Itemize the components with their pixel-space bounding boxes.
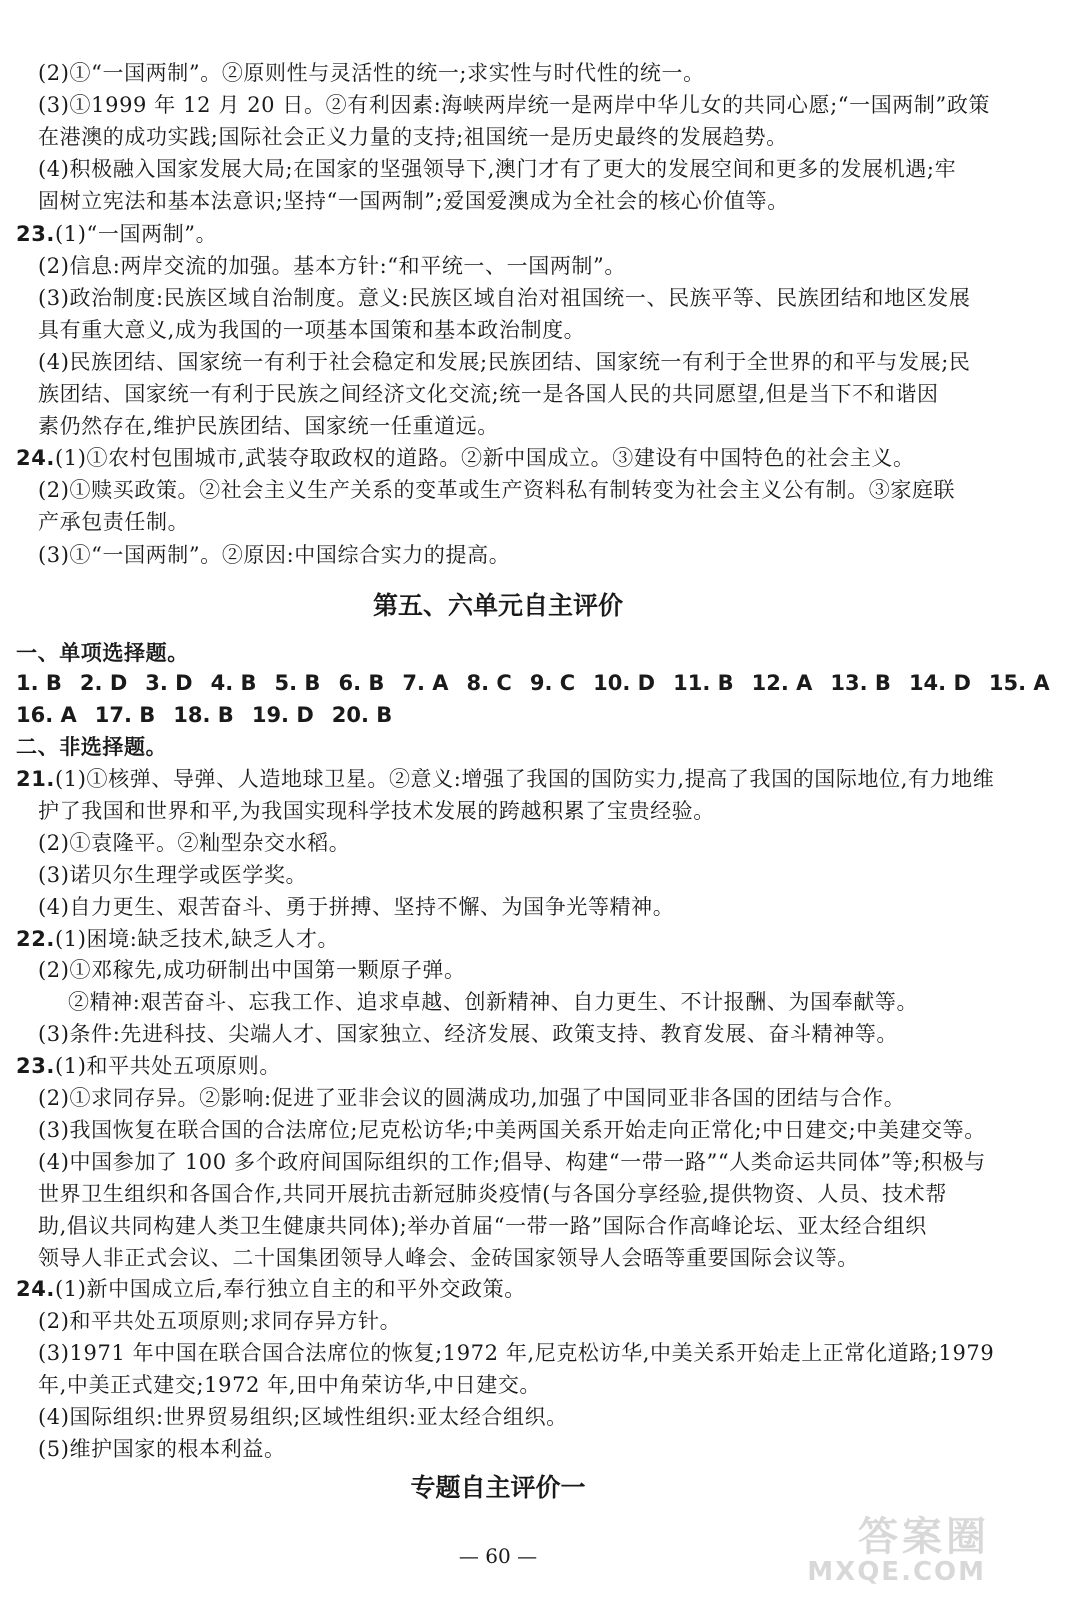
choice-answers-row-2 (16, 700, 978, 730)
answer-text: 护了我国和世界和平,为我国实现科学技术发展的跨越积累了宝贵经验。 (38, 798, 715, 823)
answer-line (38, 1370, 978, 1400)
answer-line (38, 315, 978, 345)
answer-line (38, 1434, 978, 1464)
answer-line (16, 219, 978, 249)
answer-line (16, 924, 978, 954)
answer-line (16, 443, 978, 473)
choice-answer: 12. A (751, 671, 813, 695)
choice-answer: 13. B (830, 671, 891, 695)
choice-answer: 17. B (94, 703, 156, 727)
answer-line (38, 283, 978, 313)
answer-text: 年,中美正式建交;1972 年,田中角荣访华,中日建交。 (38, 1373, 542, 1398)
choice-answer: 8. C (466, 671, 512, 695)
answer-line (68, 987, 978, 1017)
answer-text: 在港澳的成功实践;国际社会正义力量的支持;祖国统一是历史最终的发展趋势。 (38, 125, 788, 150)
answer-text: (4)国际组织:世界贸易组织;区域性组织:亚太经合组织。 (38, 1405, 568, 1429)
choice-answer: 9. C (529, 671, 576, 695)
choice-answer: 2. D (79, 671, 128, 695)
answer-text: 族团结、国家统一有利于民族之间经济文化交流;统一是各国人民的共同愿望,但是当下不和谐因 (38, 382, 939, 406)
choice-answer: 7. A (402, 671, 449, 695)
choice-answer: 16. A (16, 703, 77, 727)
part2-heading: 二、非选择题。 (16, 735, 168, 759)
answer-text: (3)我国恢复在联合国的合法席位;尼克松访华;中美两国关系开始走向正常化;中日建交;中美建交等。 (38, 1117, 986, 1142)
answer-line (16, 1051, 978, 1081)
question-number: 24. (16, 446, 56, 471)
choice-answer: 20. B (331, 703, 393, 727)
answer-text: (4)积极融入国家发展大局;在国家的坚强领导下,澳门才有了更大的发展空间和更多的发展机遇;牢 (38, 157, 957, 182)
answer-line (38, 1179, 978, 1209)
answer-text: 世界卫生组织和各国合作,共同开展抗击新冠肺炎疫情(与各国分享经验,提供物资、人员、技术帮 (38, 1181, 947, 1206)
answer-line (16, 1274, 978, 1304)
answer-text: 素仍然存在,维护民族团结、国家统一任重道远。 (38, 414, 499, 439)
answer-line (38, 892, 978, 922)
answer-line (38, 1211, 978, 1241)
question-number: 21. (16, 767, 56, 791)
answer-line (38, 251, 978, 281)
answer-text: (2)①“一国两制”。②原则性与灵活性的统一;求实性与时代性的统一。 (38, 61, 705, 85)
answer-text: (1)和平共处五项原则。 (55, 1054, 281, 1079)
answer-text: (3)①“一国两制”。②原因:中国综合实力的提高。 (38, 542, 511, 567)
answer-line (38, 860, 978, 890)
answer-line (38, 540, 978, 570)
answer-line (38, 1019, 978, 1049)
answer-line (38, 1402, 978, 1432)
answer-line (38, 475, 978, 505)
answer-line (38, 1115, 986, 1145)
answer-text: (2)和平共处五项原则;求同存异方针。 (38, 1309, 402, 1334)
answer-line (38, 507, 978, 537)
answer-text: (2)①邓稼先,成功研制出中国第一颗原子弹。 (38, 958, 466, 983)
answer-text: (1)新中国成立后,奉行独立自主的和平外交政策。 (55, 1277, 526, 1302)
choice-answer: 18. B (173, 703, 234, 727)
choice-answer: 19. D (251, 703, 314, 727)
part1-heading: 一、单项选择题。 (16, 641, 189, 665)
choice-answer: 5. B (274, 671, 321, 695)
answer-text: 助,倡议共同构建人类卫生健康共同体);举办首届“一带一路”国际合作高峰论坛、亚太经合组织 (38, 1213, 927, 1238)
answer-text: (3)1971 年中国在联合国合法席位的恢复;1972 年,尼克松访华,中美关系开始走上正常化道路;1979 (38, 1341, 995, 1366)
choice-answer: 10. D (593, 671, 656, 695)
choice-answer: 6. B (338, 671, 385, 695)
answer-text: (1)“一国两制”。 (55, 221, 218, 246)
choice-answer: 3. D (145, 671, 193, 695)
choice-answer: 15. A (988, 671, 1050, 695)
answer-line (16, 764, 995, 794)
answer-text: (2)①袁隆平。②籼型杂交水稻。 (38, 830, 351, 855)
answer-line (38, 411, 978, 441)
answer-line (38, 1147, 986, 1177)
answer-text: (3)①1999 年 12 月 20 日。②有利因素:海峡两岸统一是两岸中华儿女的共同心愿;“一国两制”政策 (38, 93, 991, 118)
answer-text: ②精神:艰苦奋斗、忘我工作、追求卓越、创新精神、自力更生、不计报酬、为国奉献等。 (68, 990, 919, 1015)
answer-line (38, 1306, 978, 1336)
answer-text: (1)困境:缺乏技术,缺乏人才。 (55, 926, 340, 951)
choice-answer: 11. B (673, 671, 734, 695)
answer-text: (1)①核弹、导弹、人造地球卫星。②意义:增强了我国的国防实力,提高了我国的国际地位,有力地维 (55, 767, 995, 791)
answer-line (38, 58, 978, 88)
answer-line (38, 828, 978, 858)
choice-answer: 14. D (908, 671, 971, 695)
answer-text: (2)①赎买政策。②社会主义生产关系的变革或生产资料私有制转变为社会主义公有制。③家庭联 (38, 478, 956, 503)
answer-text: (4)自力更生、艰苦奋斗、勇于拼搏、坚持不懈、为国争光等精神。 (38, 894, 675, 919)
answer-line (38, 1243, 978, 1273)
answer-line (38, 154, 978, 184)
question-number: 23. (16, 1054, 56, 1079)
answer-text: (3)政治制度:民族区域自治制度。意义:民族区域自治对祖国统一、民族平等、民族团结和地区发展 (38, 285, 971, 310)
answer-text: (3)诺贝尔生理学或医学奖。 (38, 862, 308, 887)
watermark-logo: 答案圈 MXQE.COM (807, 1514, 990, 1587)
answer-text: (4)中国参加了 100 多个政府间国际组织的工作;倡导、构建“一带一路”“人类命运共同体”等;积极与 (38, 1149, 986, 1174)
answer-line (38, 90, 991, 120)
answer-text: (2)信息:两岸交流的加强。基本方针:“和平统一、一国两制”。 (38, 253, 626, 278)
answer-line (38, 1338, 995, 1368)
answer-line (38, 347, 978, 377)
question-number: 23. (16, 221, 56, 246)
section-title-topic-1: 专题自主评价一 (410, 1473, 586, 1502)
choice-answer: 4. B (210, 671, 257, 695)
question-number: 24. (16, 1277, 56, 1302)
answer-text: (5)维护国家的根本利益。 (38, 1436, 286, 1461)
answer-line (38, 379, 978, 409)
question-number: 22. (16, 926, 56, 951)
section-title-unit-5-6: 第五、六单元自主评价 (372, 591, 623, 620)
answer-line (38, 796, 978, 826)
answer-line (38, 1083, 978, 1113)
answer-text: (3)条件:先进科技、尖端人才、国家独立、经济发展、政策支持、教育发展、奋斗精神等。 (38, 1022, 899, 1047)
choice-answers-row-1 (16, 668, 1050, 698)
answer-line (38, 955, 978, 985)
answer-text: (1)①农村包围城市,武装夺取政权的道路。②新中国成立。③建设有中国特色的社会主义。 (55, 446, 915, 471)
answer-text: 具有重大意义,成为我国的一项基本国策和基本政治制度。 (38, 317, 586, 342)
choice-answer: 1. B (16, 671, 62, 695)
page-number: — 60 — (458, 1544, 538, 1568)
answer-text: 固树立宪法和基本法意识;坚持“一国两制”;爱国爱澳成为全社会的核心价值等。 (38, 189, 789, 214)
answer-line (38, 186, 978, 216)
answer-text: (4)民族团结、国家统一有利于社会稳定和发展;民族团结、国家统一有利于全世界的和平与发展;民 (38, 349, 971, 374)
answer-text: (2)①求同存异。②影响:促进了亚非会议的圆满成功,加强了中国同亚非各国的团结与合作。 (38, 1086, 906, 1110)
answer-line (38, 122, 978, 152)
answer-text: 产承包责任制。 (38, 510, 190, 535)
answer-text: 领导人非正式会议、二十国集团领导人峰会、金砖国家领导人会晤等重要国际会议等。 (38, 1245, 859, 1270)
